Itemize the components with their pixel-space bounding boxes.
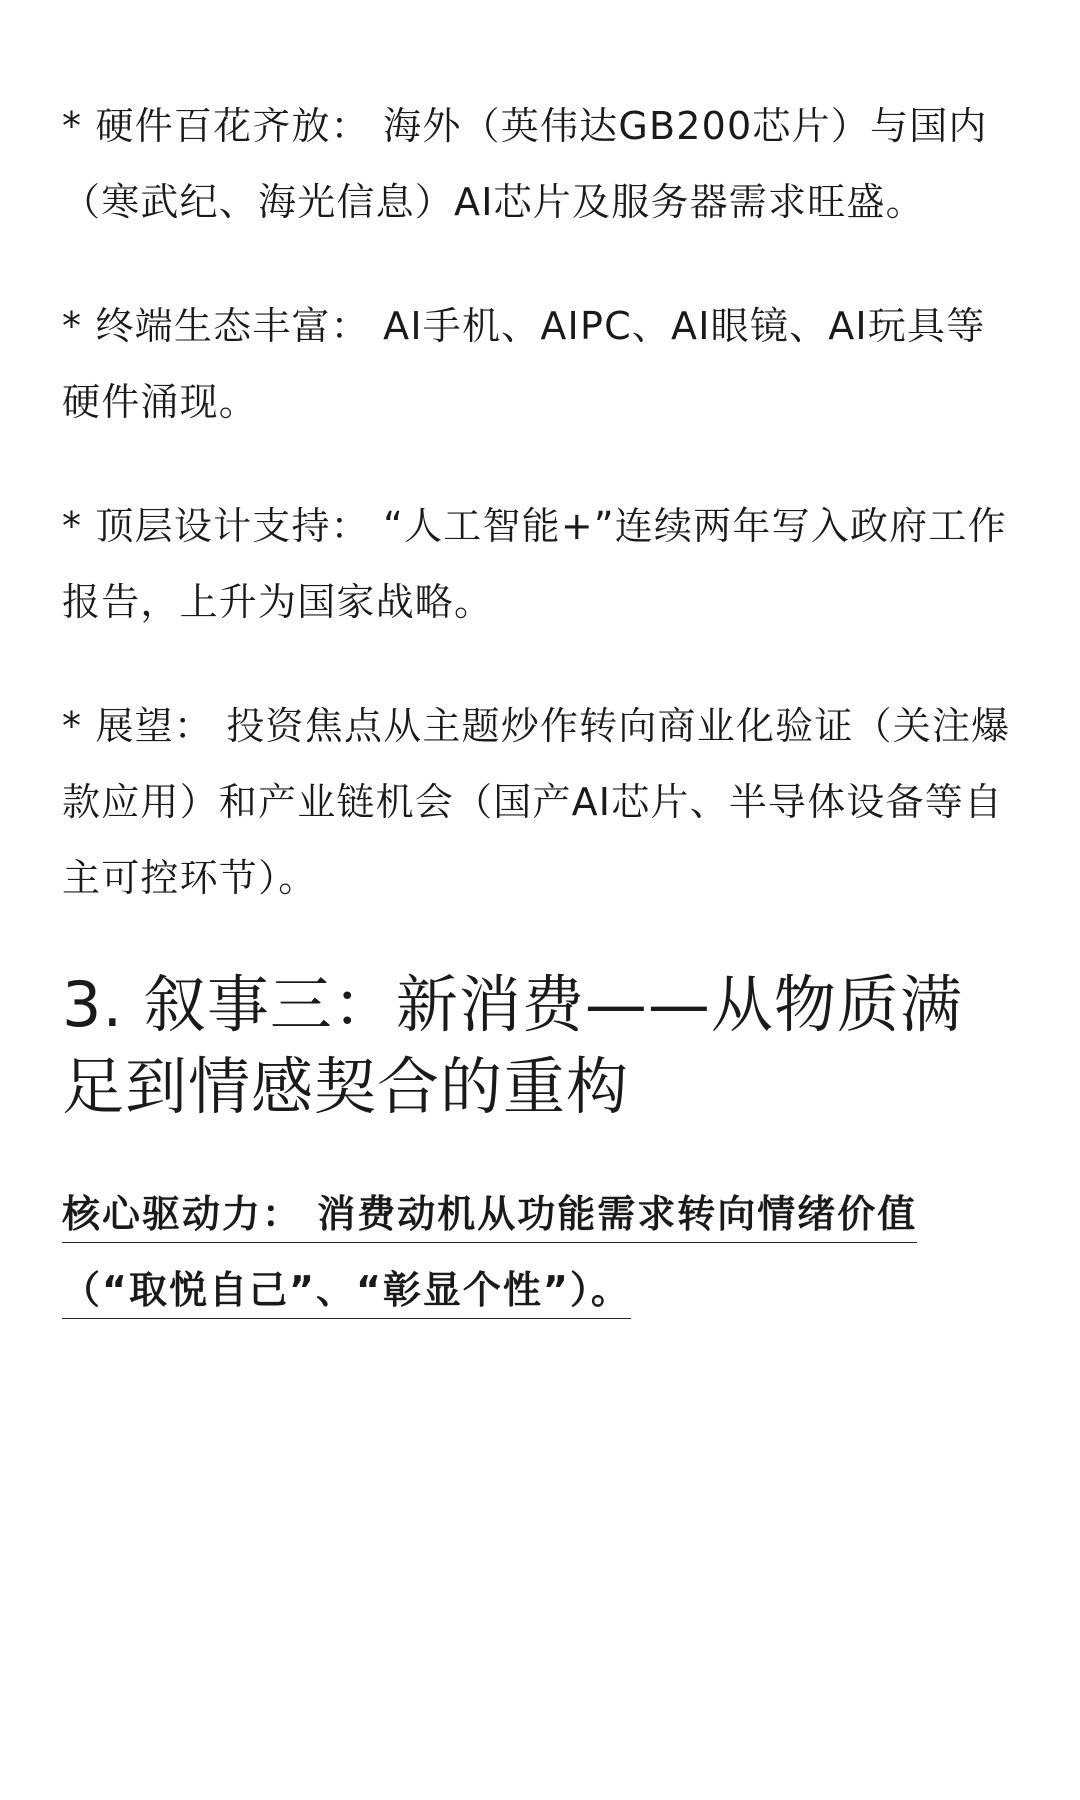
core-driver-emphasis — [62, 1176, 1022, 1328]
bullet-top-level-design: * 顶层设计支持： “人工智能+”连续两年写入政府工作报告，上升为国家战略。 — [62, 504, 1007, 624]
bullet-hardware: * 硬件百花齐放： 海外（英伟达GB200芯片）与国内（寒武纪、海光信息）AI芯片及服务器需求旺盛。 — [62, 104, 988, 224]
bullet-terminal-ecosystem: * 终端生态丰富： AI手机、AIPC、AI眼镜、AI玩具等硬件涌现。 — [62, 304, 986, 424]
core-driver-text: 核心驱动力： 消费动机从功能需求转向情绪价值（“取悦自己”、“彰显个性”）。 — [62, 1192, 917, 1319]
article-body — [62, 88, 1022, 1328]
bullet-outlook: * 展望： 投资焦点从主题炒作转向商业化验证（关注爆款应用）和产业链机会（国产AI芯片、半导体设备等自主可控环节）。 — [62, 704, 1011, 900]
section-heading: 3. 叙事三：新消费——从物质满足到情感契合的重构 — [62, 968, 963, 1123]
